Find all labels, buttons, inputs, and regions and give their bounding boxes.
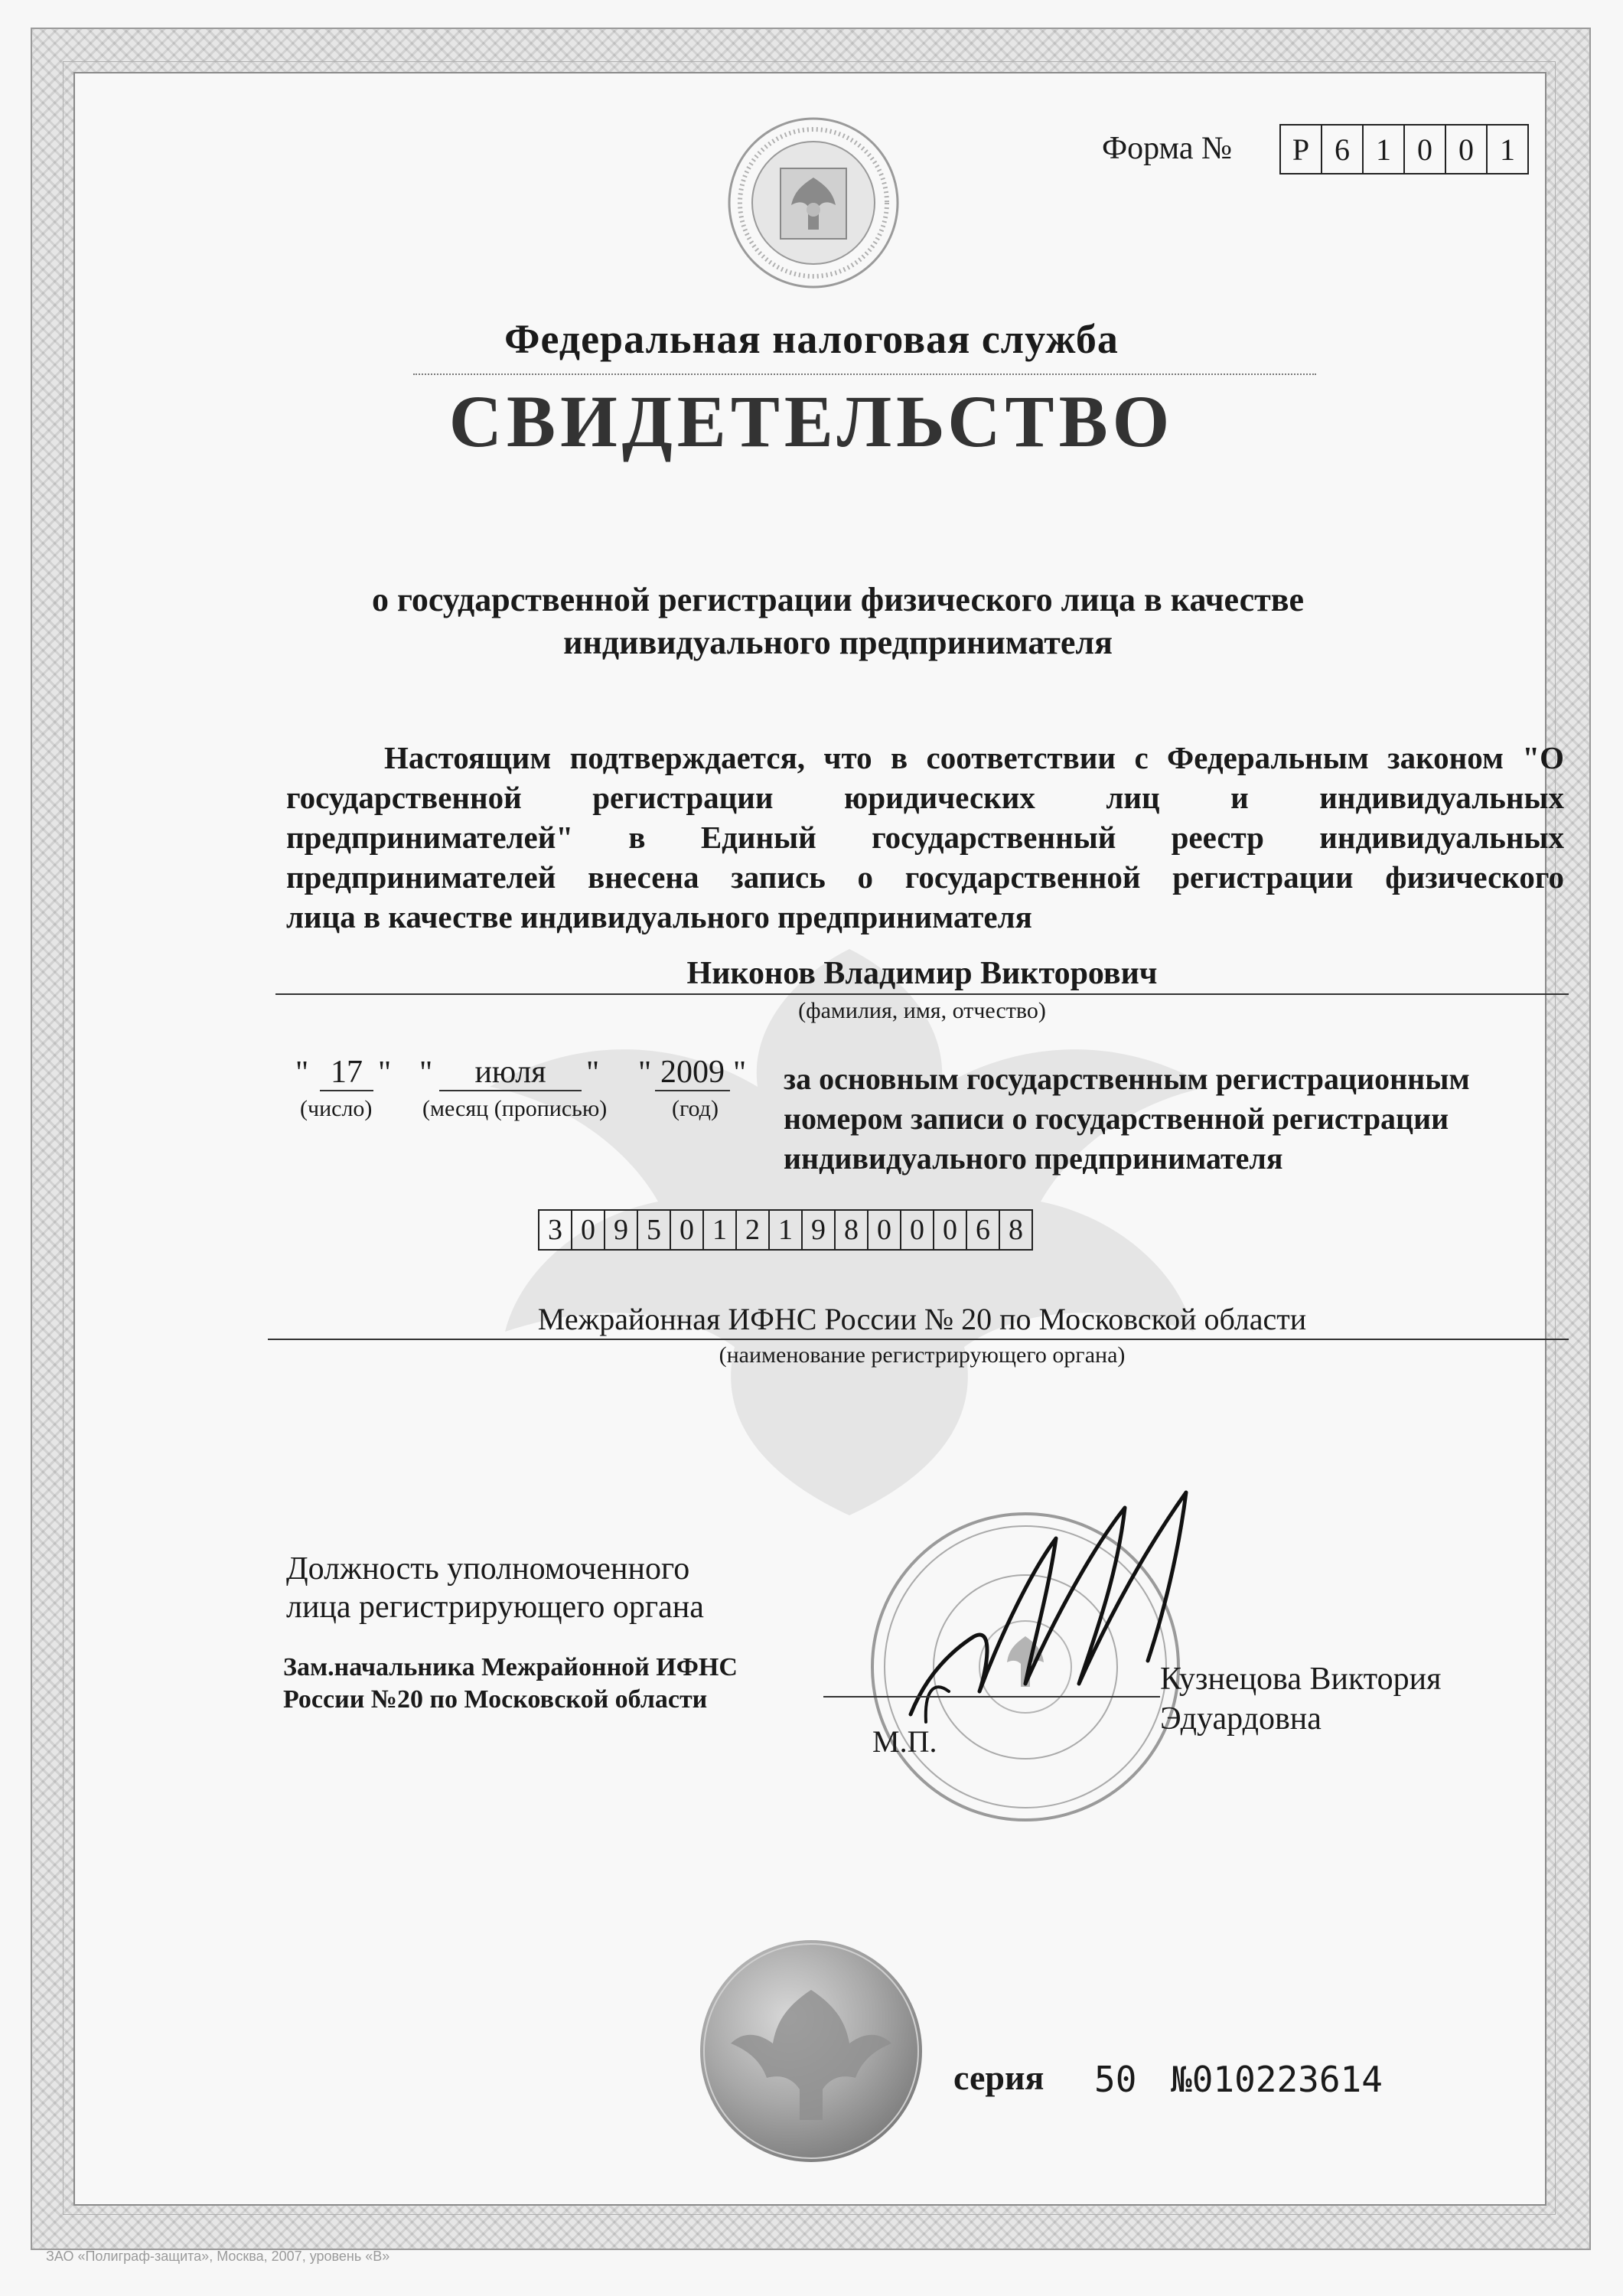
registration-digit: 6 (967, 1211, 1000, 1249)
date-month-close-quote: " (586, 1055, 600, 1091)
registration-digit: 0 (901, 1211, 934, 1249)
signer-name-line2: Эдуардовна (1160, 1701, 1322, 1737)
series-value: 50 (1094, 2059, 1137, 2100)
authority-underline (268, 1339, 1569, 1340)
date-year-close-quote: " (733, 1055, 747, 1091)
serial-number: №010223614 (1171, 2059, 1383, 2100)
registration-text-line3: индивидуального предпринимателя (784, 1141, 1283, 1176)
form-code-boxes (1279, 124, 1529, 174)
registration-text-line2: номером записи о государственной регистрации (784, 1101, 1449, 1136)
certificate-subtitle-line2: индивидуального предпринимателя (563, 624, 1113, 661)
registration-digit: 0 (934, 1211, 967, 1249)
registration-digit: 0 (671, 1211, 704, 1249)
form-code-cell: 6 (1322, 126, 1364, 173)
registration-number-boxes (538, 1209, 1033, 1251)
person-name-caption: (фамилия, имя, отчество) (798, 998, 1046, 1023)
position-value-line2: России №20 по Московской области (283, 1685, 708, 1714)
date-year-open-quote: " (638, 1055, 652, 1091)
date-day-caption: (число) (300, 1096, 373, 1121)
registration-digit: 8 (836, 1211, 869, 1249)
registration-text-line1: за основным государственным регистрационным (784, 1062, 1470, 1096)
agency-divider (413, 373, 1316, 375)
paragraph-line: предпринимателей" в Единый государственный реестр индивидуальных (286, 820, 1564, 855)
registration-digit: 2 (737, 1211, 770, 1249)
stamp-place-label: М.П. (872, 1724, 937, 1759)
registration-digit: 1 (770, 1211, 803, 1249)
person-full-name: Никонов Владимир Викторович (686, 956, 1158, 991)
authority-name: Межрайонная ИФНС России № 20 по Московской области (537, 1302, 1307, 1336)
hologram-seal-icon (696, 1936, 926, 2166)
agency-name: Федеральная налоговая служба (504, 316, 1119, 362)
person-name-underline (275, 993, 1569, 995)
paragraph-line: предпринимателей внесена запись о государственной регистрации физического (286, 859, 1564, 895)
date-day-open-quote: " (295, 1055, 309, 1091)
date-day: 17 (320, 1055, 373, 1091)
registration-digit: 0 (869, 1211, 901, 1249)
paragraph-line: Настоящим подтверждается, что в соответствии с Федеральным законом "О (384, 740, 1564, 775)
form-code-cell: 1 (1364, 126, 1405, 173)
registration-digit: 9 (605, 1211, 638, 1249)
confirmation-paragraph (286, 738, 1564, 937)
paragraph-line: лица в качестве индивидуального предпринимателя (286, 899, 1032, 934)
registration-digit: 5 (638, 1211, 671, 1249)
date-month-open-quote: " (419, 1055, 433, 1091)
position-label-line2: лица регистрирующего органа (286, 1590, 704, 1625)
certificate-title: СВИДЕТЕЛЬСТВО (448, 380, 1175, 462)
form-code-cell: Р (1281, 126, 1322, 173)
paragraph-line: государственной регистрации юридических лиц и индивидуальных (286, 780, 1564, 815)
fns-emblem-icon (725, 115, 901, 291)
form-code-cell: 0 (1405, 126, 1446, 173)
form-code-cell: 0 (1446, 126, 1488, 173)
authority-caption: (наименование регистрирующего органа) (719, 1342, 1126, 1368)
date-month-caption: (месяц (прописью) (422, 1096, 608, 1121)
registration-digit: 3 (539, 1211, 572, 1249)
printer-imprint: ЗАО «Полиграф-защита», Москва, 2007, уровень «В» (46, 2249, 390, 2264)
date-month: июля (439, 1055, 582, 1091)
signer-name-line1: Кузнецова Виктория (1160, 1662, 1442, 1697)
date-day-close-quote: " (378, 1055, 392, 1091)
date-year: 2009 (655, 1055, 730, 1091)
certificate-subtitle-line1: о государственной регистрации физического лица в качестве (371, 581, 1305, 618)
registration-digit: 0 (572, 1211, 605, 1249)
form-code-cell: 1 (1500, 132, 1515, 167)
position-value-line1: Зам.начальника Межрайонной ИФНС (283, 1653, 738, 1681)
registration-digit: 8 (1009, 1214, 1023, 1246)
position-label-line1: Должность уполномоченного (286, 1551, 690, 1587)
registration-digit: 9 (803, 1211, 836, 1249)
form-label: Форма № (1102, 131, 1233, 166)
date-year-caption: (год) (672, 1096, 719, 1121)
signature-line (823, 1696, 1160, 1698)
registration-digit: 1 (704, 1211, 737, 1249)
series-label: серия (953, 2058, 1045, 2097)
